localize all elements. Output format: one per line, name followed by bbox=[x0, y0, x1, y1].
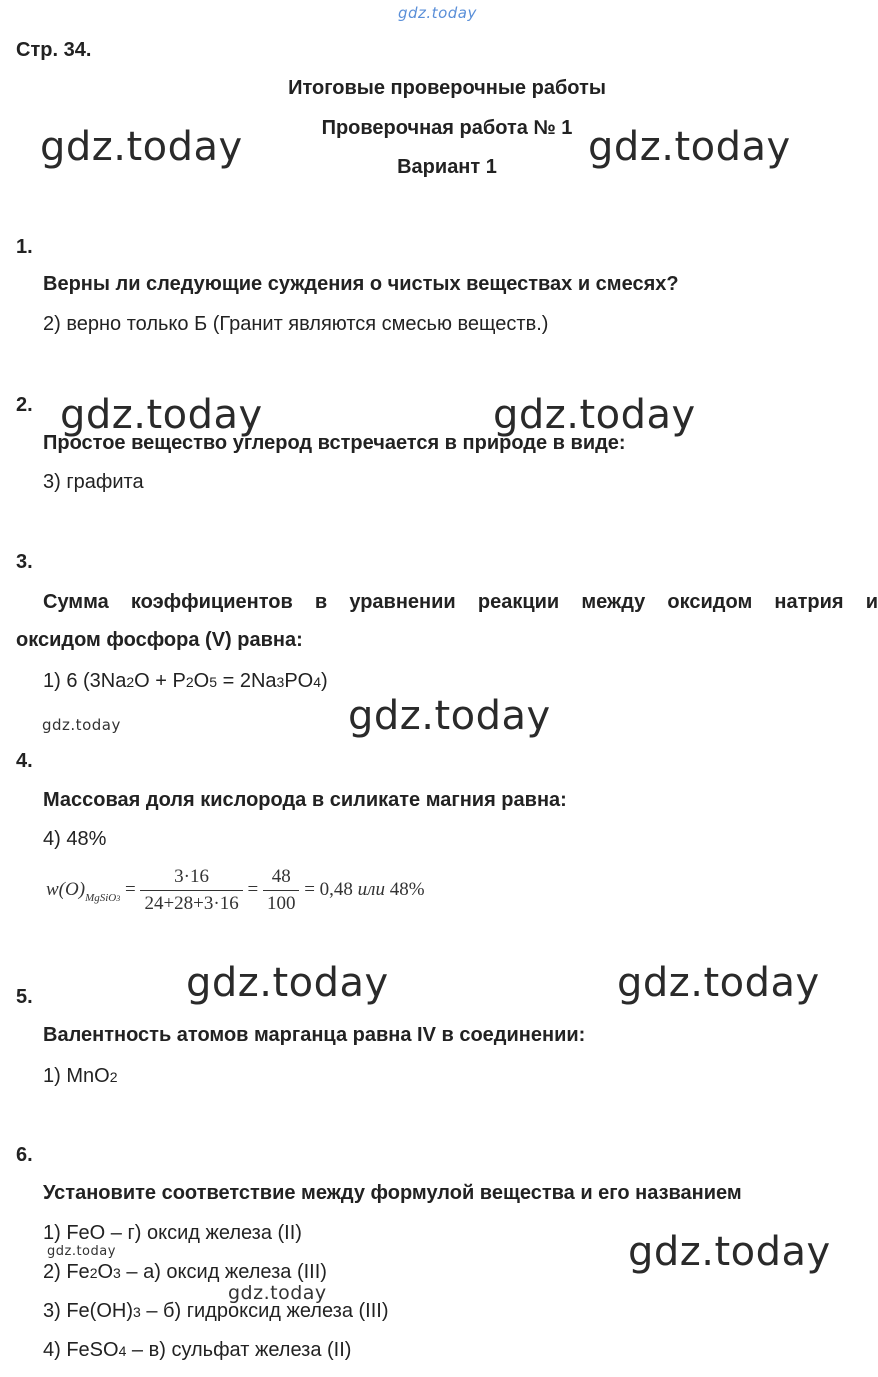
watermark: gdz.today bbox=[228, 1282, 327, 1304]
question-number: 6. bbox=[16, 1144, 33, 1166]
page-number: Стр. 34. bbox=[16, 39, 92, 61]
answer-item: 4) FeSO4 – в) сульфат железа (II) bbox=[43, 1339, 352, 1361]
watermark: gdz.today bbox=[40, 124, 243, 170]
question-number: 4. bbox=[16, 750, 33, 772]
answer-text: 3) графита bbox=[43, 471, 144, 493]
answer-text: 2) верно только Б (Гранит являются смесью веществ.) bbox=[43, 313, 549, 335]
question-text: Верны ли следующие суждения о чистых веществах и смесях? bbox=[43, 273, 679, 295]
question-text: Простое вещество углерод встречается в природе в виде: bbox=[43, 432, 626, 454]
answer-item: 2) Fe2O3 – а) оксид железа (III) bbox=[43, 1261, 327, 1283]
question-number: 5. bbox=[16, 986, 33, 1008]
question-text-line2: оксидом фосфора (V) равна: bbox=[16, 629, 303, 651]
question-text: Валентность атомов марганца равна IV в соединении: bbox=[43, 1024, 586, 1046]
watermark: gdz.today bbox=[628, 1229, 831, 1275]
question-number: 1. bbox=[16, 236, 33, 258]
section-title: Итоговые проверочные работы bbox=[288, 77, 606, 99]
question-text: Массовая доля кислорода в силикате магния равна: bbox=[43, 789, 567, 811]
answer-text: 1) MnO2 bbox=[43, 1065, 118, 1087]
mass-fraction-formula: $w(O)_{MgSiO3}$ = $\frac{3\cdot 16}{24+28+3\cdot 16}$ = $\frac{48}{100}$ = 0,48 или 48% bbox=[46, 866, 425, 914]
variant-title: Вариант 1 bbox=[397, 156, 497, 178]
question-text-line1: Сумма коэффициентов в уравнении реакции между оксидом натрия и bbox=[43, 591, 878, 613]
answer-text: 4) 48% bbox=[43, 828, 107, 850]
question-text: Установите соответствие между формулой вещества и его названием bbox=[43, 1182, 742, 1204]
watermark: gdz.today bbox=[348, 693, 551, 739]
watermark: gdz.today bbox=[186, 960, 389, 1006]
answer-item: 1) FeO – г) оксид железа (II) bbox=[43, 1222, 302, 1244]
answer-equation: 1) 6 (3Na2O + P2O5 = 2Na3PO4) bbox=[43, 670, 328, 692]
watermark: gdz.today bbox=[588, 124, 791, 170]
answer-item: 3) Fe(OH)3 – б) гидроксид железа (III) bbox=[43, 1300, 389, 1322]
question-number: 3. bbox=[16, 551, 33, 573]
work-title: Проверочная работа № 1 bbox=[321, 117, 573, 139]
watermark-top: gdz.today bbox=[398, 4, 477, 22]
watermark: gdz.today bbox=[42, 716, 121, 734]
question-number: 2. bbox=[16, 394, 33, 416]
watermark: gdz.today bbox=[47, 1244, 116, 1259]
watermark: gdz.today bbox=[493, 392, 696, 438]
watermark: gdz.today bbox=[617, 960, 820, 1006]
watermark: gdz.today bbox=[60, 392, 263, 438]
